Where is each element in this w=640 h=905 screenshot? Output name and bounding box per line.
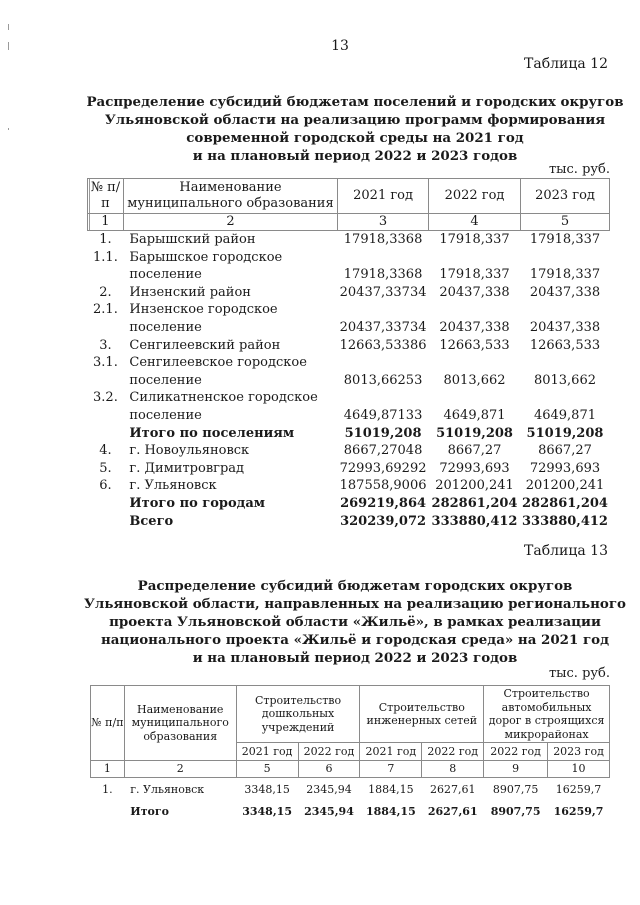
value-2022: 51019,208 (436, 425, 513, 441)
row-number: 1. (99, 232, 112, 247)
scan-margin-mark (8, 128, 9, 130)
value-2022: 8013,662 (443, 372, 506, 388)
table-13-unit: тыс. руб. (548, 666, 610, 681)
row-number: 3.1. (93, 355, 118, 371)
row-name-line: Инзенский район (129, 284, 251, 300)
col-number: 4 (429, 214, 521, 231)
table-12-unit: тыс. руб. (548, 162, 610, 177)
value-2023: 51019,208 (526, 425, 604, 441)
col-number: 6 (298, 761, 360, 778)
row-name-line: поселение (129, 407, 202, 423)
header-name: Наименование муниципального образования (124, 686, 236, 761)
value-2023: 201200,241 (525, 478, 605, 494)
row-value: 3348,15 (242, 804, 292, 818)
year-header: 2022 год (298, 743, 360, 761)
col-number: 9 (484, 761, 548, 778)
row-number: 4. (99, 443, 112, 459)
value-2021: 51019,208 (344, 425, 422, 441)
header-row (91, 686, 610, 743)
column-number-row (91, 761, 610, 778)
title-line: и на плановый период 2022 и 2023 годов (192, 148, 518, 164)
header-preschool: Строительство дошкольных учреждений (236, 686, 360, 743)
table-row (88, 301, 610, 336)
value-2022: 72993,693 (439, 460, 510, 476)
table-13-title (60, 577, 640, 667)
value-2022: 17918,337 (439, 267, 510, 283)
value-2023: 282861,204 (522, 495, 608, 511)
table-12 (87, 178, 610, 530)
value-2021: 187558,9006 (339, 478, 427, 494)
row-name-line: Барышский район (129, 232, 256, 247)
col-number: 2 (124, 761, 236, 778)
col-number: 3 (338, 214, 429, 231)
row-name (123, 425, 337, 443)
value-2022: 8667,27 (447, 443, 502, 459)
value-2021: 17918,3368 (343, 232, 423, 247)
row-name-line: поселение (129, 267, 202, 283)
year-header: 2022 год (422, 743, 484, 761)
col-number: 2 (123, 214, 337, 231)
value-2022: 201200,241 (435, 478, 514, 494)
header-roads: Строительство автомобильных дорог в строящихся микрорайонах (484, 686, 610, 743)
value-2023: 17918,337 (529, 267, 601, 283)
row-name: Итого (130, 804, 169, 818)
table-13 (90, 685, 610, 822)
value-2022: 4649,871 (443, 407, 506, 423)
row-name (123, 442, 337, 460)
row-name (123, 354, 337, 389)
row-number (91, 800, 125, 822)
value-2023: 12663,533 (529, 337, 601, 353)
row-value: 16259,7 (555, 782, 602, 796)
header-engineering: Строительство инженерных сетей (360, 686, 484, 743)
row-number (88, 495, 124, 513)
value-2021: 17918,3368 (343, 267, 423, 283)
row-name-line: г. Новоульяновск (129, 443, 250, 459)
table-row (88, 354, 610, 389)
row-number: 5. (99, 460, 112, 476)
row-number (88, 425, 124, 443)
value-2023: 8013,662 (533, 372, 596, 388)
value-2022: 20437,338 (439, 284, 510, 300)
row-name-line: Силикатненское городское (129, 390, 318, 406)
table-13-label: Таблица 13 (524, 543, 608, 559)
row-value: 1884,15 (365, 804, 416, 818)
table-row (88, 442, 610, 460)
header-row (88, 179, 610, 214)
year-header: 2021 год (360, 743, 422, 761)
value-2021: 320239,072 (340, 513, 427, 529)
value-2023: 20437,338 (529, 319, 601, 335)
table-row (88, 389, 610, 424)
value-2022: 12663,533 (439, 337, 510, 353)
row-number: 6. (99, 478, 112, 494)
value-2021: 4649,87133 (343, 407, 423, 423)
table-row (88, 460, 610, 478)
row-name (123, 477, 337, 495)
row-name-line: Всего (129, 513, 174, 529)
col-number: 1 (88, 214, 124, 231)
header-2021: 2021 год (338, 179, 429, 214)
row-number: 3.2. (93, 390, 118, 406)
row-name (123, 337, 337, 355)
value-2023: 72993,693 (529, 460, 601, 476)
row-name-line: Итого по поселениям (129, 425, 295, 441)
value-2021: 20437,33734 (339, 284, 427, 300)
row-name-line: г. Димитровград (129, 460, 245, 476)
row-name-line: Инзенское городское (129, 302, 278, 318)
value-2021: 269219,864 (340, 495, 427, 511)
row-name (123, 301, 337, 336)
value-2021: 12663,53386 (339, 337, 427, 353)
table-row (88, 477, 610, 495)
row-value: 2345,94 (304, 804, 354, 818)
row-name (123, 495, 337, 513)
value-2023: 8667,27 (538, 443, 592, 459)
row-number (88, 513, 124, 531)
title-line: национального проекта «Жильё и городская среда» на 2021 год (100, 632, 610, 648)
row-value: 8907,75 (490, 804, 541, 818)
row-number: 2. (99, 284, 112, 300)
row-number: 3. (99, 337, 112, 353)
row-value: 2627,61 (429, 782, 476, 796)
row-name (123, 389, 337, 424)
row-value: 3348,15 (244, 782, 290, 796)
value-2023: 17918,337 (529, 232, 601, 247)
table-row (88, 249, 610, 284)
value-2022: 20437,338 (439, 319, 510, 335)
value-2023: 4649,871 (533, 407, 596, 423)
row-name-line: Барышское городское (129, 249, 283, 265)
table-12-title (60, 93, 640, 165)
page-number: 13 (331, 38, 349, 54)
title-line: и на плановый период 2022 и 2023 годов (192, 650, 518, 666)
scan-margin-mark (8, 24, 9, 30)
row-name-line: поселение (129, 319, 202, 335)
row-value: 16259,7 (553, 804, 604, 818)
year-header: 2021 год (236, 743, 298, 761)
row-name-line: Сенгилеевский район (129, 337, 281, 353)
total-row (88, 425, 610, 443)
row-name: г. Ульяновск (130, 782, 205, 796)
table-row (88, 337, 610, 355)
header-name: Наименование муниципального образования (123, 179, 337, 214)
col-number: 5 (236, 761, 298, 778)
value-2022: 333880,412 (431, 513, 518, 529)
total-row (91, 800, 610, 822)
total-row (88, 495, 610, 513)
row-name-line: г. Ульяновск (129, 478, 217, 494)
value-2023: 20437,338 (529, 284, 601, 300)
row-name (123, 513, 337, 531)
row-name (123, 460, 337, 478)
header-2023: 2023 год (520, 179, 609, 214)
row-name-line: Сенгилеевское городское (129, 355, 307, 371)
value-2021: 20437,33734 (339, 319, 427, 335)
value-2022: 17918,337 (439, 232, 510, 247)
total-row (88, 513, 610, 531)
col-number: 7 (360, 761, 422, 778)
row-name-line: поселение (129, 372, 202, 388)
col-number: 10 (548, 761, 610, 778)
value-2021: 8667,27048 (343, 443, 423, 459)
row-number: 2.1. (93, 302, 118, 318)
value-2021: 72993,69292 (339, 460, 427, 476)
row-number: 1. (102, 782, 113, 796)
col-number: 1 (91, 761, 125, 778)
header-no: № п/п (88, 179, 124, 214)
title-line: Распределение субсидий бюджетам городских округов (137, 578, 573, 594)
row-value: 8907,75 (492, 782, 539, 796)
table-row (91, 778, 610, 801)
table-12-label: Таблица 12 (524, 56, 608, 72)
row-name-line: Итого по городам (129, 495, 266, 511)
col-number: 5 (520, 214, 609, 231)
header-2022: 2022 год (429, 179, 521, 214)
row-value: 1884,15 (368, 782, 414, 796)
title-line: современной городской среды на 2021 год (186, 130, 524, 146)
title-line: Распределение субсидий бюджетам поселений и городских округов (86, 94, 624, 110)
value-2022: 282861,204 (431, 495, 518, 511)
table-row (88, 284, 610, 302)
header-no: № п/п (91, 686, 125, 761)
year-header: 2023 год (548, 743, 610, 761)
row-number: 1.1. (93, 249, 118, 265)
column-number-row (88, 214, 610, 231)
col-number: 8 (422, 761, 484, 778)
title-line: Ульяновской области, направленных на реализацию регионального (84, 596, 626, 612)
row-value: 2627,61 (427, 804, 478, 818)
title-line: Ульяновской области на реализацию программ формирования (104, 112, 606, 128)
row-name (123, 231, 337, 249)
year-header: 2022 год (484, 743, 548, 761)
row-name (123, 249, 337, 284)
table-row (88, 231, 610, 249)
title-line: проекта Ульяновской области «Жильё», в рамках реализации (109, 614, 601, 630)
row-value: 2345,94 (306, 782, 352, 796)
value-2023: 333880,412 (522, 513, 608, 529)
row-name (123, 284, 337, 302)
value-2021: 8013,66253 (343, 372, 423, 388)
